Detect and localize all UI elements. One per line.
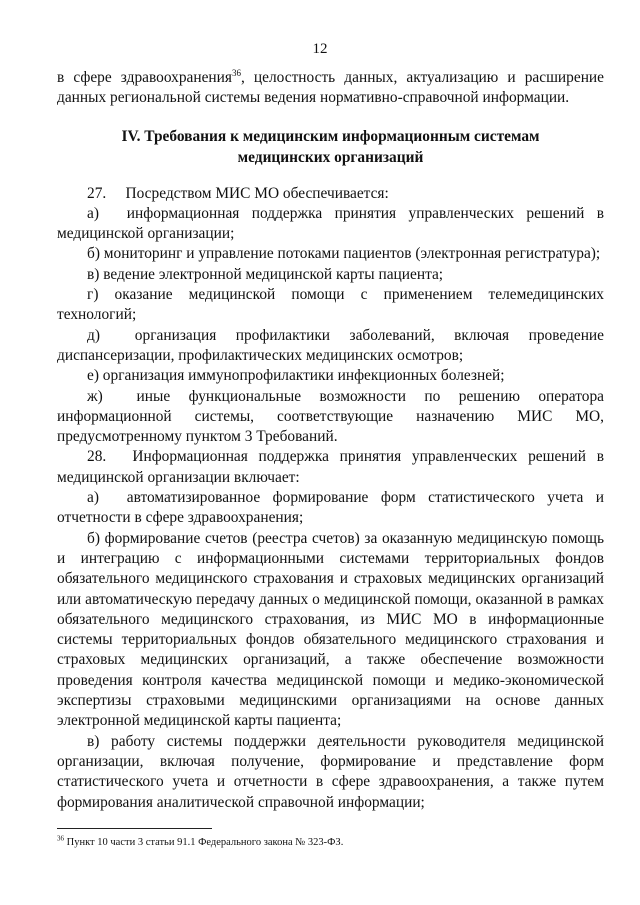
clause-28-b: б) формирование счетов (реестра счетов) за оказанную медицинскую помощь и интеграцию с информационными системами территориальных фондов обязательного медицинского страхования и страховых медицинских организаций или автоматическую передачу данных о медицинской помощи, оказанной в рамках обязательного медицинского страхования, из МИС МО в информационные системы территориальных фондов обязательного медицинского страхования и страховых медицинских организаций, а также обеспечение возможности проведения контроля качества медицинской помощи и медико-экономической экспертизы страховыми медицинскими организациями на основе данных электронной медицинской карты пациента; xyxy=(57,529,604,730)
clause-27-g: г) оказание медицинской помощи с применением телемедицинских технологий; xyxy=(57,286,604,324)
clause-27-v: в) ведение электронной медицинской карты пациента; xyxy=(87,265,444,283)
clause-28: 28. Информационная поддержка принятия управленческих решений в медицинской организации включает: xyxy=(57,448,604,486)
clause-28-v: в) работу системы поддержки деятельности руководителя медицинской организации, включая получение, формирование и представление форм статистического учета и отчетности в сфере здравоохранения, а также путем формирования аналитической справочной информации; xyxy=(57,732,604,811)
footnote xyxy=(57,836,604,849)
clause-27-a: а) информационная поддержка принятия управленческих решений в медицинской организации; xyxy=(57,204,604,243)
footnote-text: Пункт 10 части 3 статьи 91.1 Федерального закона № 323-ФЗ. xyxy=(64,837,344,848)
section-heading xyxy=(57,126,604,168)
page-number: 12 xyxy=(312,41,328,57)
footnote-reference[interactable]: 36 xyxy=(231,67,241,78)
footnote-number: 36 xyxy=(57,834,64,843)
clause-28-a: а) автоматизированное формирование форм статистического учета и отчетности в сфере здравоохранения; xyxy=(57,489,604,527)
clause-27-d: д) организация профилактики заболеваний, включая проведение диспансеризации, профилактических медицинских осмотров; xyxy=(57,326,604,364)
intro-text-continued: , целостность данных, актуализацию и расширение данных региональной системы ведения нормативно-справочной информации. xyxy=(57,69,604,107)
clause-27-b: б) мониторинг и управление потоками пациентов (электронная регистратура); xyxy=(87,245,601,263)
intro-text: в сфере здравоохранения xyxy=(57,69,232,86)
section-title-line-1: IV. Требования к медицинским информационным системам xyxy=(121,127,540,145)
clause-27-zh: ж) иные функциональные возможности по решению оператора информационной системы, соответствующие назначению МИС МО, предусмотренному пунктом 3 Требований. xyxy=(57,387,604,446)
footnote-divider xyxy=(57,828,212,829)
intro-paragraph xyxy=(57,68,604,109)
clause-27: 27. Посредством МИС МО обеспечивается: xyxy=(87,184,389,202)
clause-27-e: е) организация иммунопрофилактики инфекционных болезней; xyxy=(87,367,505,385)
section-title-line-2: медицинских организаций xyxy=(237,148,424,166)
main-text xyxy=(57,68,604,813)
